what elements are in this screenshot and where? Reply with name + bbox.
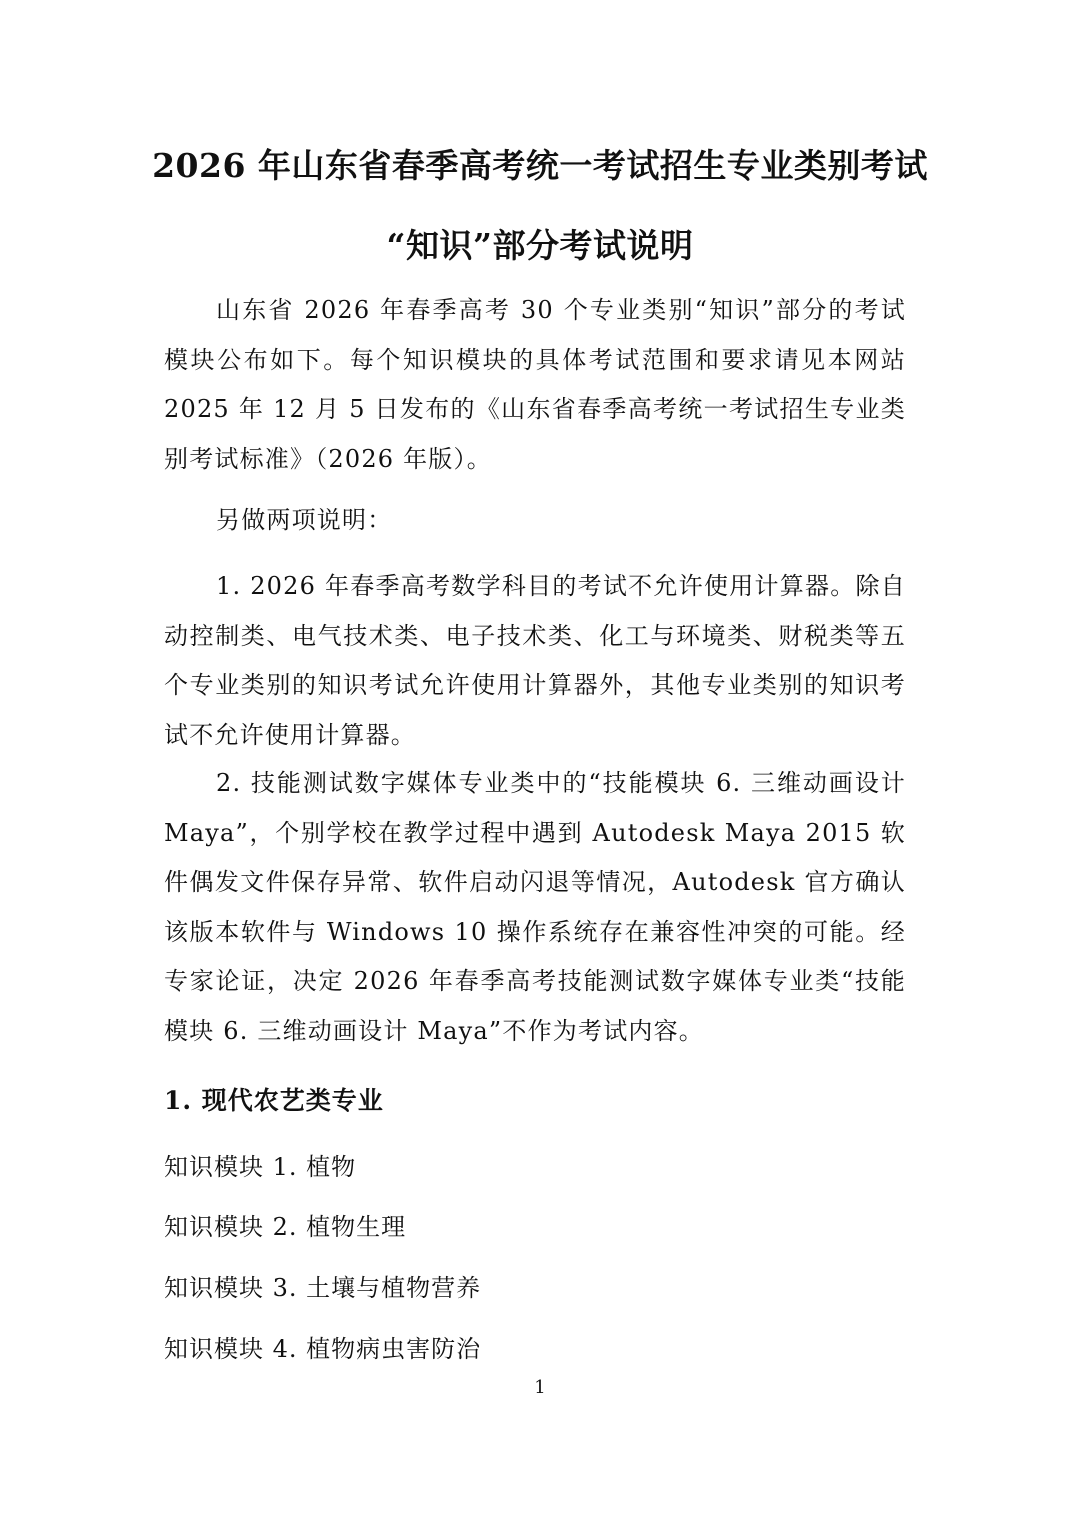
document-title-line-2: “知识”部分考试说明	[386, 226, 694, 265]
note-item-2-block	[164, 759, 906, 1056]
section-heading: 1. 现代农艺类专业	[164, 1086, 384, 1115]
note-item-2: 2. 技能测试数字媒体专业类中的“技能模块 6. 三维动画设计 Maya”，个别学校在教学过程中遇到 Autodesk Maya 2015 软件偶发文件保存异常、软件启动闪退等情况，Autodesk 官方确认该版本软件与 Windows 10 操作系统存在兼容性冲突的可能。经专家论证，决定 2026 年春季高考技能测试数字媒体专业类“技能模块 6. 三维动画设计 Maya”不作为考试内容。	[164, 769, 906, 1045]
note-item-1: 1. 2026 年春季高考数学科目的考试不允许使用计算器。除自动控制类、电气技术类、电子技术类、化工与环境类、财税类等五个专业类别的知识考试允许使用计算器外，其他专业类别的知识考试不允许使用计算器。	[164, 572, 906, 749]
document-title-line-1: 2026 年山东省春季高考统一考试招生专业类别考试	[152, 146, 928, 185]
notes-heading-block	[164, 496, 906, 546]
intro-paragraph-block	[164, 286, 906, 484]
page-number: 1	[534, 1377, 546, 1398]
module-item-3: 知识模块 3. 土壤与植物营养	[164, 1274, 482, 1302]
note-item-1-block	[164, 562, 906, 760]
notes-heading: 另做两项说明：	[216, 506, 393, 534]
module-item-2: 知识模块 2. 植物生理	[164, 1213, 407, 1241]
intro-paragraph: 山东省 2026 年春季高考 30 个专业类别“知识”部分的考试模块公布如下。每个知识模块的具体考试范围和要求请见本网站 2025 年 12 月 5 日发布的《山东省春季高考统一考试招生专业类别考试标准》（2026 年版）。	[164, 296, 906, 473]
module-item-4: 知识模块 4. 植物病虫害防治	[164, 1335, 482, 1363]
module-item-1: 知识模块 1. 植物	[164, 1153, 357, 1181]
